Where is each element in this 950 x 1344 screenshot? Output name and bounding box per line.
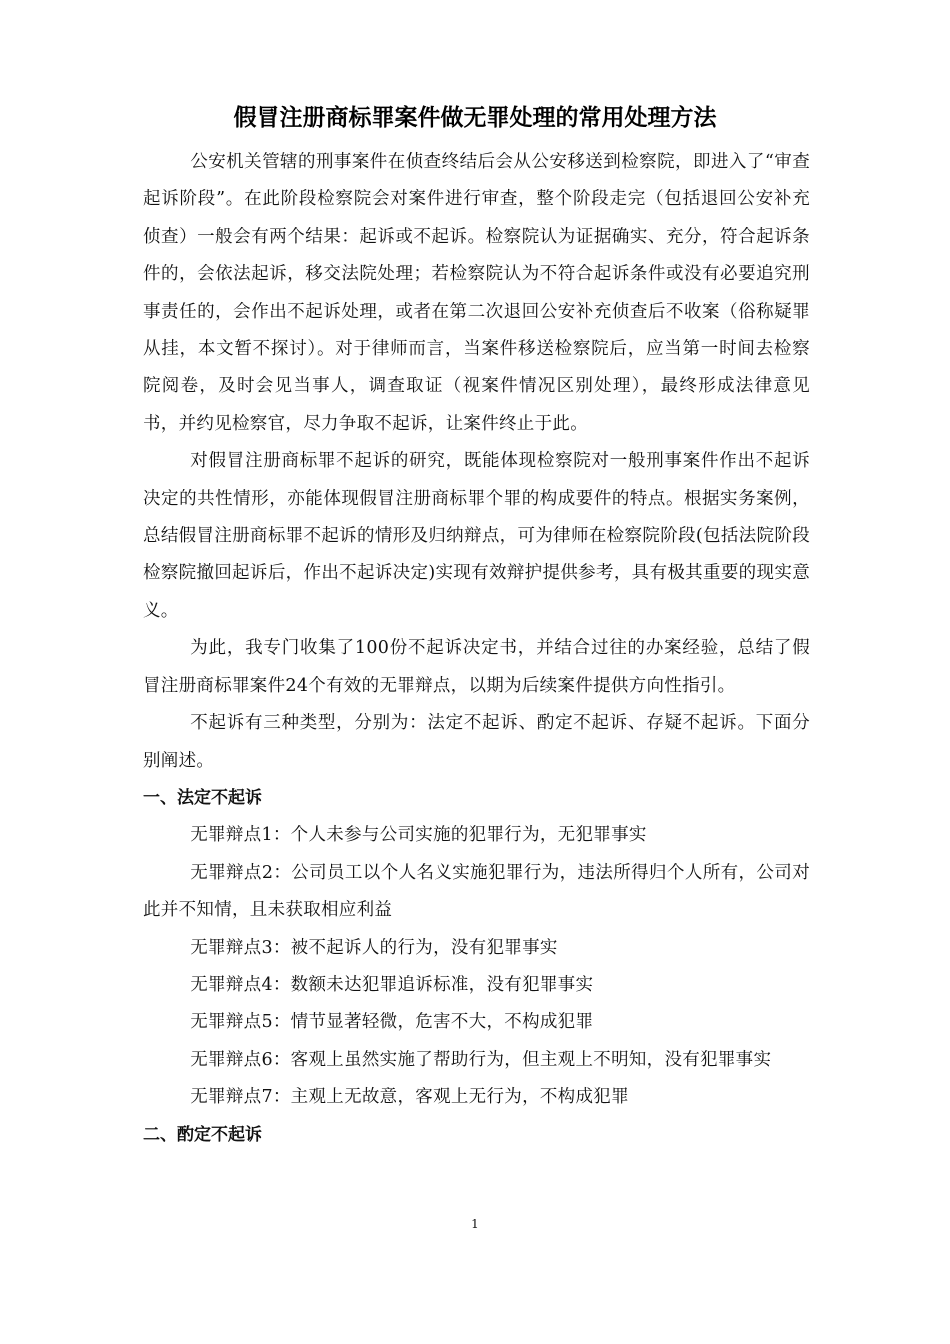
defense-point: 无罪辩点1：个人未参与公司实施的犯罪行为，无犯罪事实	[190, 825, 647, 846]
paragraph-intro: 公安机关管辖的刑事案件在侦查终结后会从公安移送到检察院，即进入了“审查起诉阶段”。在此阶段检察院会对案件进行审查，整个阶段走完（包括退回公安补充侦查）一般会有两个结果：起诉或不起诉。检察院认为证据确实、充分，符合起诉条件的，会依法起诉，移交法院处理；若检察院认为不符合起诉条件或没有必要追究刑事责任的，会作出不起诉处理，或者在第二次退回公安补充侦查后不收案（俗称疑罪从挂，本文暂不探讨）。对于律师而言，当案件移送检察院后，应当第一时间去检察院阅卷，及时会见当事人，调查取证（视案件情况区别处理），最终形成法律意见书，并约见检察官，尽力争取不起诉，让案件终止于此。	[143, 152, 810, 434]
paragraph-collection: 为此，我专门收集了100份不起诉决定书，并结合过往的办案经验，总结了假冒注册商标罪案件24个有效的无罪辩点，以期为后续案件提供方向性指引。	[143, 638, 810, 696]
defense-point: 无罪辩点5：情节显著轻微，危害不大，不构成犯罪	[190, 1012, 594, 1033]
defense-point: 无罪辩点2：公司员工以个人名义实施犯罪行为，违法所得归个人所有，公司对此并不知情，且未获取相应利益	[143, 862, 810, 921]
paragraph-types: 不起诉有三种类型，分别为：法定不起诉、酌定不起诉、存疑不起诉。下面分别阐述。	[143, 713, 810, 771]
page-title: 假冒注册商标罪案件做无罪处理的常用处理方法	[233, 105, 717, 131]
section-heading-discretionary: 二、酌定不起诉	[143, 1124, 262, 1145]
defense-point: 无罪辩点7：主观上无故意，客观上无行为，不构成犯罪	[190, 1087, 629, 1108]
section-heading-statutory: 一、法定不起诉	[143, 787, 262, 808]
paragraph-research: 对假冒注册商标罪不起诉的研究，既能体现检察院对一般刑事案件作出不起诉决定的共性情形，亦能体现假冒注册商标罪个罪的构成要件的特点。根据实务案例，总结假冒注册商标罪不起诉的情形及归纳辩点，可为律师在检察院阶段(包括法院阶段检察院撤回起诉后，作出不起诉决定)实现有效辩护提供参考，具有极其重要的现实意义。	[143, 451, 810, 621]
page-number: 1	[471, 1217, 479, 1231]
defense-point: 无罪辩点3：被不起诉人的行为，没有犯罪事实	[190, 937, 558, 958]
defense-point: 无罪辩点6：客观上虽然实施了帮助行为，但主观上不明知，没有犯罪事实	[190, 1049, 772, 1070]
defense-point: 无罪辩点4：数额未达犯罪追诉标准，没有犯罪事实	[190, 974, 594, 995]
document-body	[143, 144, 810, 1154]
